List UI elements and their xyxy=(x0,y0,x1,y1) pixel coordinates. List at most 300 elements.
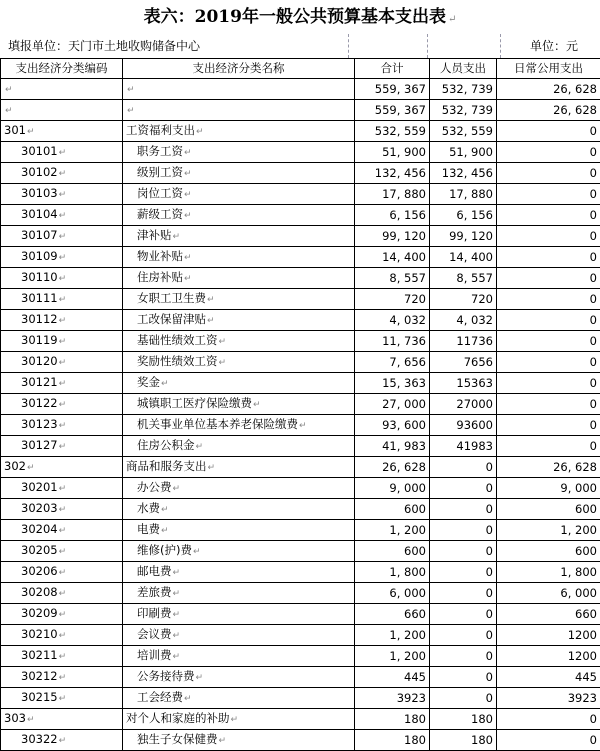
total-cell-text: 93, 600 xyxy=(382,418,426,432)
public-cell xyxy=(497,288,600,309)
code-cell xyxy=(1,393,123,414)
header-row xyxy=(1,59,600,79)
header-name: 支出经济分类名称 xyxy=(123,59,355,79)
public-cell xyxy=(497,393,600,414)
paragraph-mark-icon: ↵ xyxy=(59,694,67,704)
public-cell xyxy=(497,267,600,288)
paragraph-mark-icon: ↵ xyxy=(59,295,67,305)
paragraph-mark-icon: ↵ xyxy=(59,568,67,578)
code-cell xyxy=(1,561,123,582)
name-cell xyxy=(123,561,355,582)
name-cell-text: 基础性绩效工资 xyxy=(137,333,218,347)
table-row xyxy=(1,162,600,183)
name-cell xyxy=(123,498,355,519)
name-cell xyxy=(123,645,355,666)
total-cell xyxy=(355,540,430,561)
code-cell xyxy=(1,498,123,519)
document-title xyxy=(0,0,600,34)
paragraph-mark-icon: ↵ xyxy=(59,148,67,158)
total-cell-text: 559, 367 xyxy=(375,103,426,117)
name-cell xyxy=(123,120,355,141)
public-cell-text: 0 xyxy=(590,376,597,390)
public-cell-text: 0 xyxy=(590,334,597,348)
public-cell xyxy=(497,708,600,729)
personnel-cell-text: 0 xyxy=(486,544,493,558)
name-cell xyxy=(123,477,355,498)
public-cell xyxy=(497,225,600,246)
total-cell-text: 132, 456 xyxy=(375,166,426,180)
public-cell xyxy=(497,78,600,99)
total-cell-text: 1, 200 xyxy=(389,649,426,663)
personnel-cell xyxy=(430,288,497,309)
paragraph-mark-icon: ↵ xyxy=(184,169,192,179)
name-cell xyxy=(123,141,355,162)
code-cell-text: 30122 xyxy=(21,396,58,410)
code-cell xyxy=(1,78,123,99)
total-cell-text: 15, 363 xyxy=(382,376,426,390)
table-row xyxy=(1,456,600,477)
public-cell xyxy=(497,519,600,540)
paragraph-mark-icon: ↵ xyxy=(59,232,67,242)
paragraph-mark-icon: ↵ xyxy=(173,631,181,641)
name-cell xyxy=(123,519,355,540)
table-row xyxy=(1,288,600,309)
total-cell xyxy=(355,624,430,645)
personnel-cell xyxy=(430,162,497,183)
code-cell xyxy=(1,729,123,750)
table-row xyxy=(1,78,600,99)
name-cell-text: 女职工卫生费 xyxy=(137,291,206,305)
table-row xyxy=(1,645,600,666)
total-cell-text: 4, 032 xyxy=(389,313,426,327)
table-row xyxy=(1,204,600,225)
total-cell-text: 11, 736 xyxy=(382,334,426,348)
personnel-cell xyxy=(430,141,497,162)
paragraph-mark-icon: ↵ xyxy=(59,652,67,662)
personnel-cell-text: 532, 739 xyxy=(442,103,493,117)
paragraph-mark-icon: ↵ xyxy=(59,169,67,179)
name-cell-text: 会议费 xyxy=(137,627,172,641)
public-cell-text: 0 xyxy=(590,166,597,180)
personnel-cell xyxy=(430,267,497,288)
total-cell-text: 7, 656 xyxy=(389,355,426,369)
public-cell xyxy=(497,99,600,120)
personnel-cell-text: 14, 400 xyxy=(449,250,493,264)
code-cell xyxy=(1,204,123,225)
table-row xyxy=(1,120,600,141)
public-cell xyxy=(497,246,600,267)
total-cell-text: 27, 000 xyxy=(382,397,426,411)
total-cell xyxy=(355,162,430,183)
name-cell-text: 差旅费 xyxy=(137,585,172,599)
total-cell xyxy=(355,414,430,435)
public-cell xyxy=(497,729,600,750)
code-cell xyxy=(1,141,123,162)
code-cell-text: 30102 xyxy=(21,165,58,179)
personnel-cell-text: 180 xyxy=(471,733,493,747)
paragraph-mark-icon: ↵ xyxy=(173,568,181,578)
personnel-cell-text: 4, 032 xyxy=(456,313,493,327)
personnel-cell-text: 132, 456 xyxy=(442,166,493,180)
code-cell xyxy=(1,288,123,309)
total-cell-text: 41, 983 xyxy=(382,439,426,453)
name-cell-text: 工改保留津贴 xyxy=(137,312,206,326)
code-cell-text: 30206 xyxy=(21,564,58,578)
name-cell-text: 维修(护)费 xyxy=(137,543,192,557)
personnel-cell-text: 51, 900 xyxy=(449,145,493,159)
public-cell-text: 600 xyxy=(575,544,597,558)
header-code: 支出经济分类编码 xyxy=(1,59,123,79)
personnel-cell xyxy=(430,351,497,372)
personnel-cell-text: 11736 xyxy=(456,334,493,348)
personnel-cell xyxy=(430,519,497,540)
code-cell-text: 30203 xyxy=(21,501,58,515)
code-cell xyxy=(1,309,123,330)
total-cell xyxy=(355,456,430,477)
personnel-cell xyxy=(430,666,497,687)
code-cell xyxy=(1,582,123,603)
paragraph-mark-icon: ↵ xyxy=(59,589,67,599)
public-cell-text: 0 xyxy=(590,397,597,411)
personnel-cell-text: 41983 xyxy=(456,439,493,453)
public-cell xyxy=(497,330,600,351)
personnel-cell-text: 0 xyxy=(486,460,493,474)
total-cell xyxy=(355,141,430,162)
name-cell xyxy=(123,288,355,309)
code-cell-text: 303 xyxy=(4,711,26,725)
paragraph-mark-icon: ↵ xyxy=(219,736,227,746)
personnel-cell-text: 27000 xyxy=(456,397,493,411)
public-cell-text: 0 xyxy=(590,313,597,327)
name-cell xyxy=(123,351,355,372)
public-cell-text: 0 xyxy=(590,187,597,201)
total-cell xyxy=(355,267,430,288)
header-total: 合计 xyxy=(355,59,430,79)
personnel-cell-text: 93600 xyxy=(456,418,493,432)
total-cell-text: 6, 156 xyxy=(389,208,426,222)
code-cell xyxy=(1,666,123,687)
total-cell-text: 180 xyxy=(404,712,426,726)
personnel-cell-text: 8, 557 xyxy=(456,271,493,285)
total-cell xyxy=(355,78,430,99)
name-cell xyxy=(123,540,355,561)
code-cell xyxy=(1,372,123,393)
code-cell-text: 30208 xyxy=(21,585,58,599)
paragraph-mark-icon: ↵ xyxy=(184,694,192,704)
public-cell xyxy=(497,204,600,225)
table-row xyxy=(1,603,600,624)
paragraph-mark-icon: ↵ xyxy=(27,127,35,137)
code-cell-text: 30121 xyxy=(21,375,58,389)
personnel-cell-text: 0 xyxy=(486,628,493,642)
public-cell xyxy=(497,603,600,624)
name-cell-text: 水费 xyxy=(137,501,160,515)
total-cell-text: 532, 559 xyxy=(375,124,426,138)
table-row xyxy=(1,519,600,540)
total-cell-text: 6, 000 xyxy=(389,586,426,600)
paragraph-mark-icon: ↵ xyxy=(161,379,169,389)
public-cell xyxy=(497,309,600,330)
unit-label: 单位：元 xyxy=(530,34,578,58)
total-cell-text: 17, 880 xyxy=(382,187,426,201)
total-cell-text: 3923 xyxy=(397,691,426,705)
name-cell-text: 住房补贴 xyxy=(137,270,183,284)
name-cell xyxy=(123,78,355,99)
paragraph-mark-icon: ↵ xyxy=(59,316,67,326)
table-row xyxy=(1,540,600,561)
name-cell xyxy=(123,99,355,120)
table-row xyxy=(1,666,600,687)
personnel-cell-text: 0 xyxy=(486,607,493,621)
total-cell-text: 8, 557 xyxy=(389,271,426,285)
paragraph-mark-icon: ↵ xyxy=(196,442,204,452)
paragraph-mark-icon: ↵ xyxy=(173,652,181,662)
paragraph-mark-icon: ↵ xyxy=(127,106,135,116)
personnel-cell-text: 0 xyxy=(486,481,493,495)
code-cell xyxy=(1,624,123,645)
paragraph-mark-icon: ↵ xyxy=(59,505,67,515)
table-row xyxy=(1,267,600,288)
name-cell xyxy=(123,204,355,225)
total-cell xyxy=(355,435,430,456)
name-cell-text: 印刷费 xyxy=(137,606,172,620)
name-cell-text: 津补贴 xyxy=(137,228,172,242)
paragraph-mark-icon: ↵ xyxy=(59,421,67,431)
paragraph-mark-icon: ↵ xyxy=(184,274,192,284)
code-cell xyxy=(1,645,123,666)
name-cell xyxy=(123,729,355,750)
personnel-cell-text: 17, 880 xyxy=(449,187,493,201)
paragraph-mark-icon: ↵ xyxy=(193,547,201,557)
total-cell xyxy=(355,498,430,519)
table-row xyxy=(1,330,600,351)
public-cell xyxy=(497,645,600,666)
public-cell-text: 1, 800 xyxy=(560,565,597,579)
personnel-cell-text: 532, 739 xyxy=(442,82,493,96)
public-cell xyxy=(497,666,600,687)
paragraph-mark-icon: ↵ xyxy=(59,610,67,620)
personnel-cell-text: 0 xyxy=(486,691,493,705)
paragraph-mark-icon: ↵ xyxy=(59,673,67,683)
total-cell xyxy=(355,729,430,750)
code-cell xyxy=(1,540,123,561)
code-cell-text: 30210 xyxy=(21,627,58,641)
paragraph-mark-icon: ↵ xyxy=(208,463,216,473)
personnel-cell xyxy=(430,498,497,519)
table-row xyxy=(1,582,600,603)
paragraph-mark-icon: ↵ xyxy=(184,190,192,200)
code-cell xyxy=(1,414,123,435)
code-cell-text: 30205 xyxy=(21,543,58,557)
personnel-cell xyxy=(430,204,497,225)
total-cell xyxy=(355,666,430,687)
total-cell xyxy=(355,708,430,729)
code-cell xyxy=(1,603,123,624)
total-cell xyxy=(355,603,430,624)
total-cell xyxy=(355,351,430,372)
name-cell xyxy=(123,435,355,456)
total-cell xyxy=(355,288,430,309)
name-cell-text: 办公费 xyxy=(137,480,172,494)
paragraph-mark-icon: ↵ xyxy=(59,736,67,746)
personnel-cell xyxy=(430,393,497,414)
total-cell-text: 600 xyxy=(404,502,426,516)
paragraph-mark-icon: ↵ xyxy=(219,337,227,347)
total-cell-text: 559, 367 xyxy=(375,82,426,96)
paragraph-mark-icon: ↵ xyxy=(184,253,192,263)
personnel-cell-text: 180 xyxy=(471,712,493,726)
name-cell-text: 机关事业单位基本养老保险缴费 xyxy=(137,417,298,431)
table-row xyxy=(1,246,600,267)
paragraph-mark-icon: ↵ xyxy=(173,589,181,599)
total-cell xyxy=(355,99,430,120)
public-cell-text: 0 xyxy=(590,355,597,369)
public-cell xyxy=(497,540,600,561)
code-cell-text: 30211 xyxy=(21,648,58,662)
name-cell xyxy=(123,666,355,687)
total-cell xyxy=(355,477,430,498)
code-cell xyxy=(1,330,123,351)
cell-guide xyxy=(427,34,428,58)
public-cell xyxy=(497,120,600,141)
public-cell xyxy=(497,561,600,582)
header-personnel: 人员支出 xyxy=(430,59,497,79)
public-cell-text: 0 xyxy=(590,418,597,432)
public-cell xyxy=(497,141,600,162)
code-cell-text: 30119 xyxy=(21,333,58,347)
total-cell-text: 445 xyxy=(404,670,426,684)
personnel-cell xyxy=(430,120,497,141)
code-cell-text: 30111 xyxy=(21,291,58,305)
paragraph-mark-icon: ↵ xyxy=(59,253,67,263)
personnel-cell xyxy=(430,246,497,267)
paragraph-mark-icon: ↵ xyxy=(59,379,67,389)
paragraph-mark-icon: ↵ xyxy=(161,526,169,536)
personnel-cell-text: 15363 xyxy=(456,376,493,390)
public-cell xyxy=(497,624,600,645)
paragraph-mark-icon: ↵ xyxy=(59,400,67,410)
table-row xyxy=(1,99,600,120)
public-cell-text: 600 xyxy=(575,502,597,516)
personnel-cell xyxy=(430,582,497,603)
paragraph-mark-icon: ↵ xyxy=(184,211,192,221)
paragraph-mark-icon: ↵ xyxy=(196,127,204,137)
name-cell-text: 物业补贴 xyxy=(137,249,183,263)
total-cell-text: 660 xyxy=(404,607,426,621)
public-cell-text: 1, 200 xyxy=(560,523,597,537)
code-cell xyxy=(1,708,123,729)
paragraph-mark-icon: ↵ xyxy=(448,14,456,25)
total-cell-text: 99, 120 xyxy=(382,229,426,243)
public-cell-text: 26, 628 xyxy=(553,82,597,96)
public-cell xyxy=(497,183,600,204)
total-cell xyxy=(355,309,430,330)
code-cell-text: 30120 xyxy=(21,354,58,368)
public-cell xyxy=(497,435,600,456)
public-cell-text: 0 xyxy=(590,733,597,747)
public-cell-text: 9, 000 xyxy=(560,481,597,495)
personnel-cell xyxy=(430,729,497,750)
personnel-cell-text: 0 xyxy=(486,649,493,663)
paragraph-mark-icon: ↵ xyxy=(59,442,67,452)
public-cell-text: 3923 xyxy=(568,691,597,705)
name-cell xyxy=(123,414,355,435)
name-cell-text: 独生子女保健费 xyxy=(137,732,218,746)
personnel-cell xyxy=(430,99,497,120)
code-cell-text: 30112 xyxy=(21,312,58,326)
public-cell-text: 445 xyxy=(575,670,597,684)
paragraph-mark-icon: ↵ xyxy=(59,484,67,494)
public-cell-text: 0 xyxy=(590,229,597,243)
name-cell xyxy=(123,393,355,414)
table-row xyxy=(1,141,600,162)
paragraph-mark-icon: ↵ xyxy=(219,358,227,368)
name-cell xyxy=(123,162,355,183)
code-cell-text: 30103 xyxy=(21,186,58,200)
public-cell-text: 0 xyxy=(590,124,597,138)
paragraph-mark-icon: ↵ xyxy=(173,484,181,494)
code-cell xyxy=(1,162,123,183)
name-cell-text: 级别工资 xyxy=(137,165,183,179)
public-cell xyxy=(497,372,600,393)
total-cell xyxy=(355,645,430,666)
paragraph-mark-icon: ↵ xyxy=(59,211,67,221)
paragraph-mark-icon: ↵ xyxy=(27,715,35,725)
paragraph-mark-icon: ↵ xyxy=(173,232,181,242)
paragraph-mark-icon: ↵ xyxy=(127,85,135,95)
document-title-text: 表六：2019年一般公共预算基本支出表 xyxy=(144,7,446,27)
paragraph-mark-icon: ↵ xyxy=(59,547,67,557)
table-row xyxy=(1,183,600,204)
personnel-cell-text: 532, 559 xyxy=(442,124,493,138)
paragraph-mark-icon: ↵ xyxy=(5,106,13,116)
table-row xyxy=(1,225,600,246)
code-cell xyxy=(1,456,123,477)
table-row xyxy=(1,477,600,498)
code-cell-text: 30123 xyxy=(21,417,58,431)
total-cell-text: 600 xyxy=(404,544,426,558)
total-cell-text: 14, 400 xyxy=(382,250,426,264)
code-cell-text: 30110 xyxy=(21,270,58,284)
name-cell xyxy=(123,225,355,246)
personnel-cell xyxy=(430,435,497,456)
code-cell-text: 301 xyxy=(4,123,26,137)
name-cell xyxy=(123,246,355,267)
table-row xyxy=(1,498,600,519)
public-cell xyxy=(497,351,600,372)
public-cell xyxy=(497,414,600,435)
name-cell xyxy=(123,330,355,351)
total-cell xyxy=(355,519,430,540)
personnel-cell-text: 0 xyxy=(486,523,493,537)
paragraph-mark-icon: ↵ xyxy=(207,316,215,326)
personnel-cell xyxy=(430,414,497,435)
personnel-cell xyxy=(430,183,497,204)
personnel-cell xyxy=(430,456,497,477)
personnel-cell-text: 0 xyxy=(486,670,493,684)
personnel-cell xyxy=(430,477,497,498)
code-cell-text: 30109 xyxy=(21,249,58,263)
code-cell xyxy=(1,225,123,246)
public-cell-text: 0 xyxy=(590,208,597,222)
name-cell-text: 奖励性绩效工资 xyxy=(137,354,218,368)
table-row xyxy=(1,708,600,729)
paragraph-mark-icon: ↵ xyxy=(253,400,261,410)
total-cell xyxy=(355,246,430,267)
name-cell-text: 城镇职工医疗保险缴费 xyxy=(137,396,252,410)
public-cell xyxy=(497,456,600,477)
code-cell xyxy=(1,351,123,372)
